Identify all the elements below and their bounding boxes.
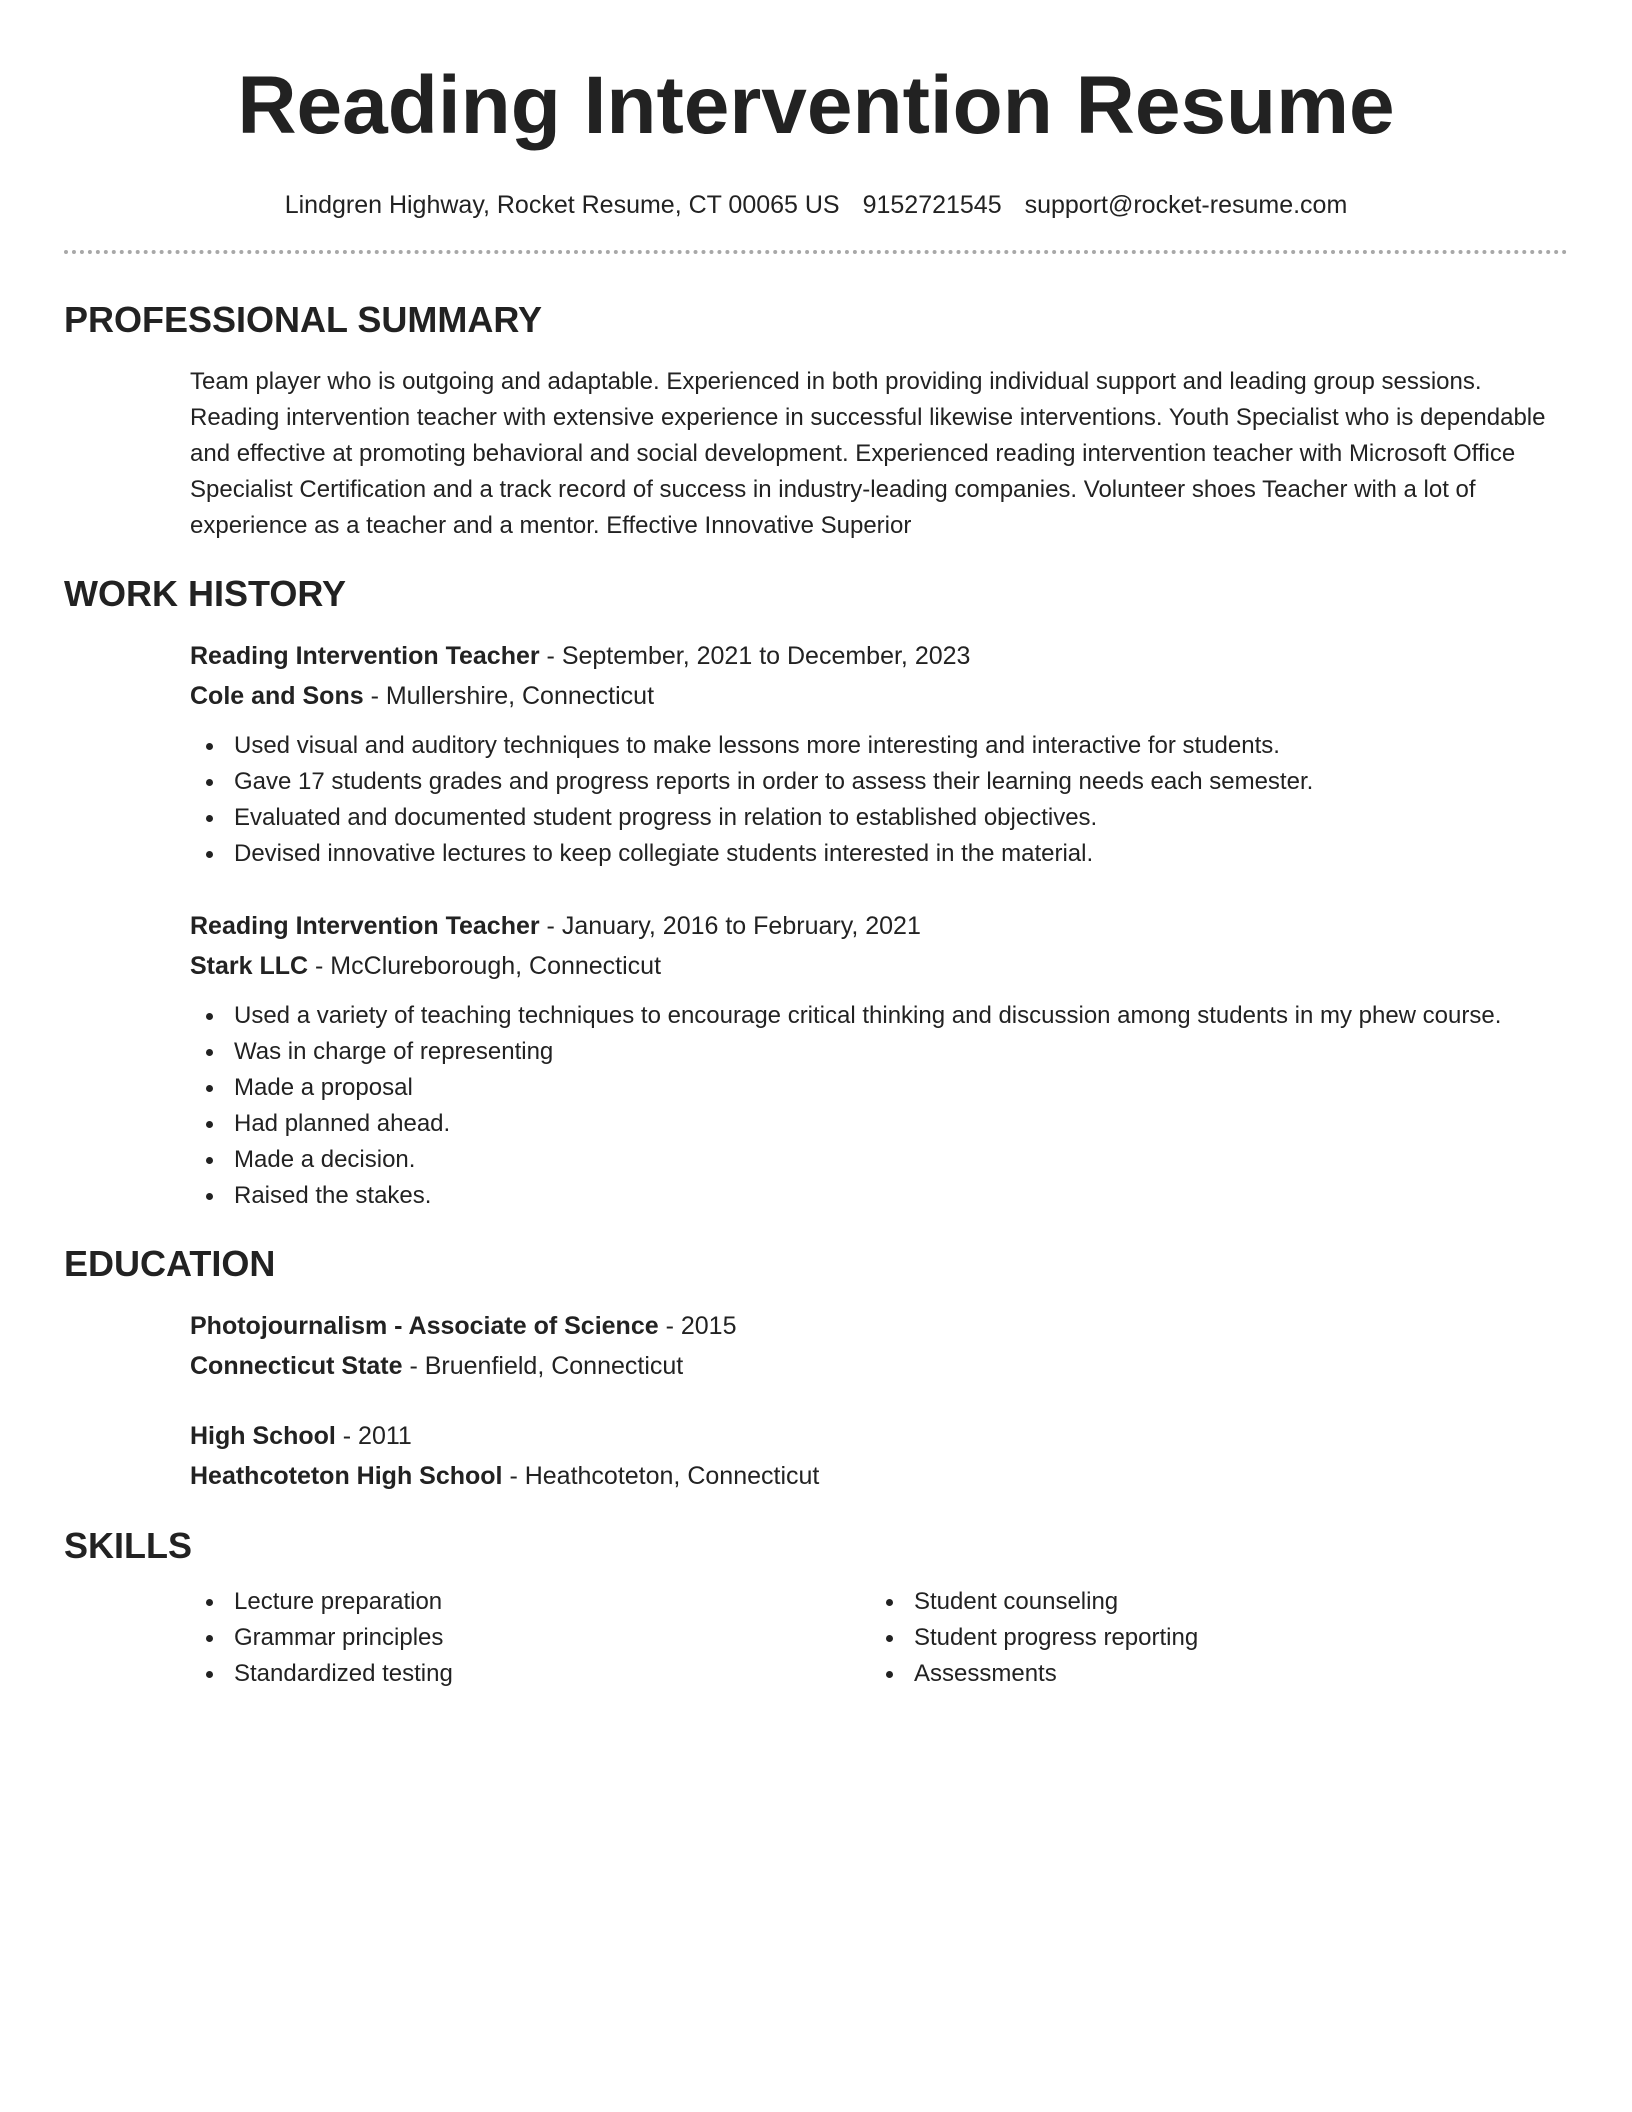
education-location: - Heathcoteton, Connecticut [502, 1462, 820, 1490]
job-entry [190, 636, 1568, 872]
job-entry [190, 906, 1568, 1214]
education-school: Heathcoteton High School [190, 1462, 503, 1490]
education-school-line [190, 1346, 1568, 1386]
education-entry [190, 1306, 1568, 1386]
skills-list-left [190, 1584, 870, 1692]
education-degree: High School [190, 1422, 336, 1450]
job-bullet: Devised innovative lectures to keep collegiate students interested in the material. [190, 836, 1568, 872]
job-company: Stark LLC [190, 952, 309, 980]
education-degree-line [190, 1306, 1568, 1346]
skill-item: Lecture preparation [190, 1584, 870, 1620]
summary-text: Team player who is outgoing and adaptable. Experienced in both providing individual support and leading group sessions. Reading intervention teacher with extensive experience in successful likewise interventions. Youth Specialist who is dependable and effective at promoting behavioral and social development. Experienced reading intervention teacher with Microsoft Office Specialist Certification and a track record of success in industry-leading companies. Volunteer shoes Teacher with a lot of experience as a teacher and a mentor. Effective Innovative Superior [190, 368, 1546, 539]
skill-item: Assessments [870, 1656, 1550, 1692]
job-bullet: Was in charge of representing [190, 1034, 1568, 1070]
education-school: Connecticut State [190, 1352, 403, 1380]
job-bullet: Made a decision. [190, 1142, 1568, 1178]
skills-column-left [190, 1584, 870, 1692]
education-year: - 2011 [335, 1422, 412, 1450]
skill-item: Student counseling [870, 1584, 1550, 1620]
resume-title: Reading Intervention Resume [237, 60, 1395, 151]
job-bullet: Evaluated and documented student progress in relation to established objectives. [190, 800, 1568, 836]
skills-section [64, 1584, 1568, 1692]
job-bullet: Made a proposal [190, 1070, 1568, 1106]
skill-item: Grammar principles [190, 1620, 870, 1656]
education-section [64, 1306, 1568, 1496]
job-title: Reading Intervention Teacher [190, 642, 540, 670]
skill-item: Standardized testing [190, 1656, 870, 1692]
education-location: - Bruenfield, Connecticut [402, 1352, 684, 1380]
job-title-line [190, 636, 1568, 676]
skills-grid [190, 1584, 1568, 1692]
contact-line [64, 190, 1568, 220]
job-company-line [190, 946, 1568, 986]
job-company-line [190, 676, 1568, 716]
section-title-skills: SKILLS [64, 1525, 193, 1566]
job-bullet: Gave 17 students grades and progress reports in order to assess their learning needs each semester. [190, 764, 1568, 800]
job-bullet-list [190, 998, 1568, 1214]
job-location: - McClureborough, Connecticut [308, 952, 662, 980]
job-dates: - September, 2021 to December, 2023 [539, 642, 971, 670]
job-bullet: Used visual and auditory techniques to make lessons more interesting and interactive for students. [190, 728, 1568, 764]
job-bullet-list [190, 728, 1568, 872]
education-school-line [190, 1456, 1568, 1496]
skills-list-right [870, 1584, 1550, 1692]
section-title-education: EDUCATION [64, 1243, 276, 1284]
education-entry [190, 1416, 1568, 1496]
job-location: - Mullershire, Connecticut [363, 682, 655, 710]
summary-section [64, 364, 1568, 544]
education-year: - 2015 [658, 1312, 737, 1340]
job-title: Reading Intervention Teacher [190, 912, 540, 940]
contact-address: Lindgren Highway, Rocket Resume, CT 00065 US [284, 191, 840, 219]
contact-email: support@rocket-resume.com [1024, 191, 1348, 219]
section-title-summary: PROFESSIONAL SUMMARY [64, 299, 543, 340]
education-degree-line [190, 1416, 1568, 1456]
job-company: Cole and Sons [190, 682, 364, 710]
header-divider [64, 250, 1568, 254]
contact-phone: 9152721545 [862, 191, 1002, 219]
skill-item: Student progress reporting [870, 1620, 1550, 1656]
job-bullet: Had planned ahead. [190, 1106, 1568, 1142]
job-bullet: Used a variety of teaching techniques to encourage critical thinking and discussion among students in my phew course. [190, 998, 1568, 1034]
education-degree: Photojournalism - Associate of Science [190, 1312, 659, 1340]
section-title-work-history: WORK HISTORY [64, 573, 347, 614]
work-history-section [64, 636, 1568, 1214]
skills-column-right [870, 1584, 1550, 1692]
job-bullet: Raised the stakes. [190, 1178, 1568, 1214]
job-title-line [190, 906, 1568, 946]
job-dates: - January, 2016 to February, 2021 [539, 912, 921, 940]
